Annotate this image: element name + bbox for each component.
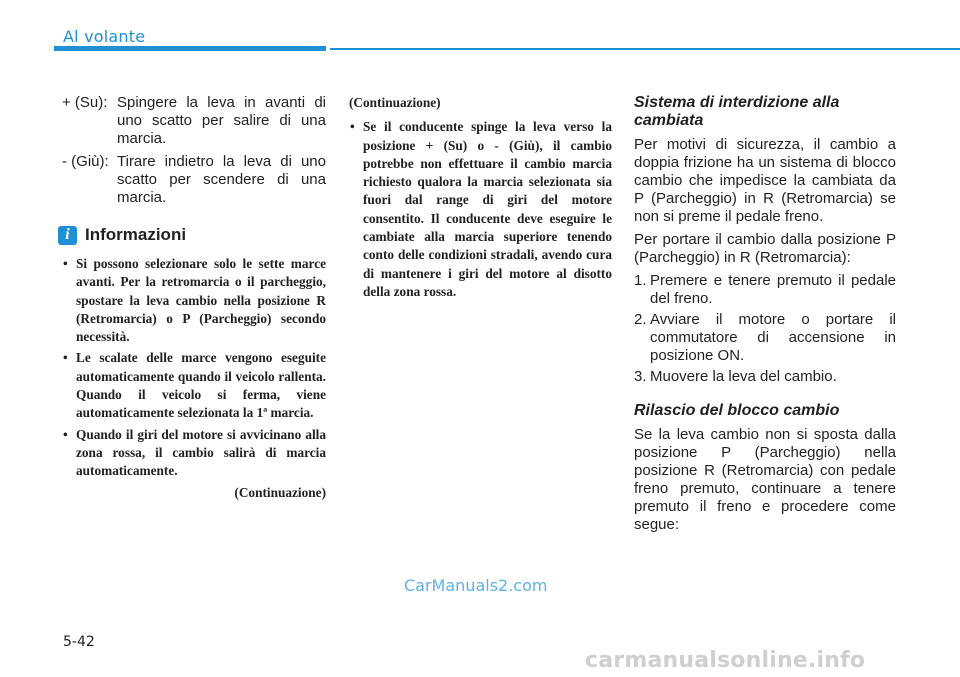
column-left <box>62 94 326 502</box>
step-number: 3. <box>634 368 647 385</box>
list-item: • Quando il giri del motore si avvicinano alla zona rossa, il cambio salirà di marcia automaticamente. <box>62 426 326 481</box>
page-number: 5-42 <box>63 634 95 650</box>
continued-bullet-list <box>349 118 612 301</box>
watermark-footer: carmanualsonline.info <box>585 648 866 673</box>
info-bullet-list <box>62 255 326 481</box>
steps-list <box>634 272 896 386</box>
step-text: Premere e tenere premuto il pedale del freno. <box>650 272 896 307</box>
direction-up <box>62 94 326 148</box>
direction-text: Spingere la leva in avanti di uno scatto per salire di una marcia. <box>117 94 326 147</box>
info-heading <box>62 225 326 245</box>
step-number: 2. <box>634 311 647 328</box>
list-item <box>634 311 896 365</box>
list-item: • Si possono selezionare solo le sette marce avanti. Per la retromarcia o il parcheggio, spostare la leva cambio nella posizione R (Retromarcia) o P (Parcheggio) secondo necessità. <box>62 255 326 346</box>
section-title-release: Rilascio del blocco cambio <box>634 402 840 419</box>
section-header-title: Al volante <box>63 27 146 46</box>
info-icon: i <box>58 226 77 245</box>
header-rule-thin <box>330 48 960 50</box>
paragraph: Se la leva cambio non si sposta dalla posizione P (Parcheggio) nella posizione R (Retromarcia) con pedale freno premuto, continuare a tenere premuto il freno e procedere come segue: <box>634 426 896 533</box>
column-right <box>634 94 896 539</box>
paragraph: Per portare il cambio dalla posizione P (Parcheggio) in R (Retromarcia): <box>634 231 896 266</box>
direction-text: Tirare indietro la leva di uno scatto per scendere di una marcia. <box>117 153 326 206</box>
direction-key: + (Su): <box>62 94 108 111</box>
direction-down <box>62 153 326 207</box>
step-number: 1. <box>634 272 647 289</box>
direction-key: - (Giù): <box>62 153 109 170</box>
watermark-link[interactable]: CarManuals2.com <box>404 576 548 595</box>
step-text: Muovere la leva del cambio. <box>650 368 837 385</box>
continue-label: (Continuazione) <box>234 484 326 500</box>
list-item: • Le scalate delle marce vengono eseguite automaticamente quando il veicolo rallenta. Quando il veicolo si ferma, viene automaticamente selezionata la 1ª marcia. <box>62 349 326 422</box>
step-text: Avviare il motore o portare il commutatore di accensione in posizione ON. <box>650 311 896 364</box>
column-middle <box>349 94 612 304</box>
list-item: • Se il conducente spinge la leva verso la posizione + (Su) o - (Giù), il cambio potrebbe non effettuare il cambio marcia richiesto qualora la marcia selezionata sia fuori dal range di giri del motore consentito. Il conducente deve eseguire le cambiate alla marcia superiore tenendo conto delle condizioni stradali, avendo cura di mantenere i giri del motore al disotto della zona rossa. <box>349 118 612 301</box>
list-item <box>634 272 896 308</box>
header-rule-thick <box>54 46 326 51</box>
section-title-interlock: Sistema di interdizione alla cambiata <box>634 94 840 129</box>
paragraph: Per motivi di sicurezza, il cambio a doppia frizione ha un sistema di blocco cambio che impedisce la cambiata da P (Parcheggio) in R (Retromarcia) se non si preme il pedale freno. <box>634 136 896 225</box>
continued-label: (Continuazione) <box>349 95 441 110</box>
list-item <box>634 368 896 386</box>
info-title: Informazioni <box>85 225 187 244</box>
